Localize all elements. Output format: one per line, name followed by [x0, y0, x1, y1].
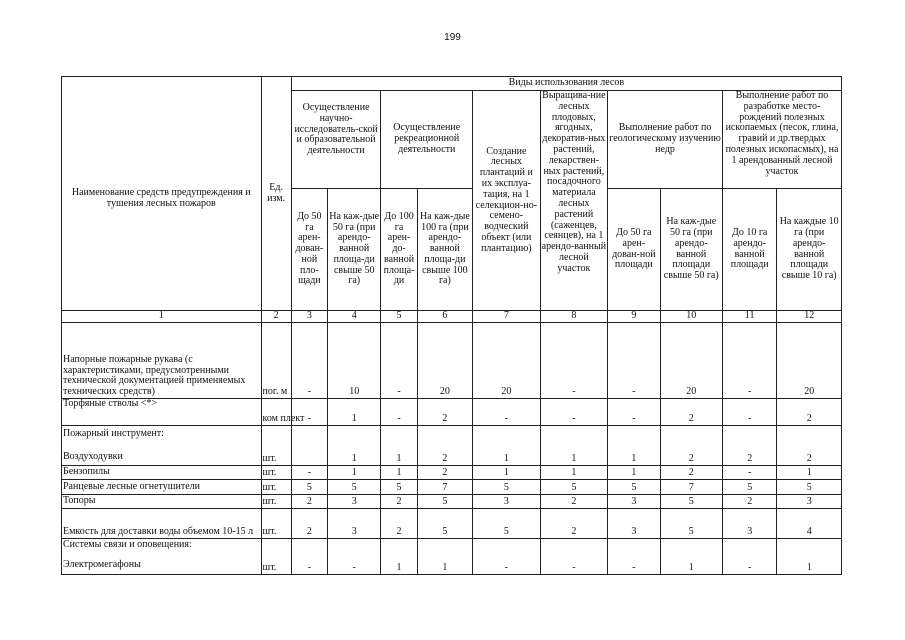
header-group-plantations: Создание лесных плантаций и их эксплуа-тация, на 1 селекцион-но-семено-водческий объект (или плантацию) — [473, 91, 541, 311]
cell-value: - — [291, 466, 327, 480]
column-numbers-row — [62, 311, 842, 323]
cell-value: - — [608, 399, 660, 426]
row-name: Ранцевые лесные огнетушители — [62, 480, 262, 495]
header-col-12: На каждые 10 га (при арендо-ванной площади свыше 10 га) — [777, 189, 842, 311]
norms-table — [61, 76, 842, 575]
cell-value: 3 — [328, 495, 381, 509]
cell-value: - — [540, 539, 608, 575]
cell-value: 2 — [660, 426, 722, 466]
cell-value: 2 — [417, 466, 472, 480]
cell-value: 10 — [328, 323, 381, 399]
cell-value: 7 — [660, 480, 722, 495]
cell-value: 3 — [608, 509, 660, 539]
cell-value: 2 — [417, 399, 472, 426]
column-number: 6 — [417, 311, 472, 323]
cell-value: - — [473, 399, 541, 426]
cell-value: 1 — [473, 466, 541, 480]
cell-value: 5 — [473, 480, 541, 495]
column-number: 9 — [608, 311, 660, 323]
cell-value: 5 — [381, 480, 417, 495]
cell-value: - — [328, 539, 381, 575]
table-row — [62, 509, 842, 539]
column-number: 3 — [291, 311, 327, 323]
row-name — [62, 426, 262, 466]
cell-value: - — [291, 399, 327, 426]
cell-value: 5 — [660, 509, 722, 539]
row-unit: шт. — [261, 509, 291, 539]
cell-value: 3 — [608, 495, 660, 509]
cell-value: 2 — [777, 426, 842, 466]
row-unit: шт. — [261, 426, 291, 466]
column-number: 4 — [328, 311, 381, 323]
cell-value: 20 — [417, 323, 472, 399]
cell-value: 5 — [291, 480, 327, 495]
cell-value: 5 — [608, 480, 660, 495]
cell-value: 1 — [660, 539, 722, 575]
cell-value: 2 — [540, 509, 608, 539]
table-row — [62, 466, 842, 480]
cell-value: - — [381, 323, 417, 399]
row-subname: Электромегафоны — [63, 559, 141, 570]
table-row — [62, 426, 842, 466]
cell-value: 3 — [777, 495, 842, 509]
cell-value: 4 — [777, 509, 842, 539]
cell-value: 1 — [608, 426, 660, 466]
cell-value: 2 — [722, 495, 776, 509]
row-name — [62, 539, 262, 575]
row-unit: шт. — [261, 480, 291, 495]
cell-value: - — [722, 399, 776, 426]
page-number: 199 — [444, 32, 461, 43]
header-col-5: До 100 га арен-до-ванной площа-ди — [381, 189, 417, 311]
row-unit: шт. — [261, 539, 291, 575]
cell-value: 1 — [777, 539, 842, 575]
row-name: Торфяные стволы <*> — [62, 399, 262, 426]
column-number: 5 — [381, 311, 417, 323]
cell-value: 1 — [381, 539, 417, 575]
header-group-cultivation: Выращива-ние лесных плодовых, ягодных, декоратив-ных растений, лекарствен-ных растений, посадочного материала лесных растений (саженцев, сеянцев), на 1 арендо-ванный лесной участок — [540, 91, 608, 311]
row-name: Емкость для доставки воды объемом 10-15 л — [62, 509, 262, 539]
cell-value: 5 — [722, 480, 776, 495]
column-number: 12 — [777, 311, 842, 323]
cell-value: 1 — [540, 426, 608, 466]
cell-value: 20 — [777, 323, 842, 399]
row-unit: ком плект — [261, 399, 291, 426]
header-group-science: Осуществление научно-исследователь-ской и образовательной деятельности — [291, 91, 381, 189]
cell-value: 3 — [722, 509, 776, 539]
column-number: 8 — [540, 311, 608, 323]
cell-value: 1 — [328, 466, 381, 480]
header-group-mining: Выполнение работ по разработке место-рождений полезных ископаемых (песок, глина, гравий и др.твердых полезных ископасмых), на 1 арендованный лесной участок — [722, 91, 841, 189]
table-row — [62, 480, 842, 495]
cell-value: 5 — [417, 509, 472, 539]
cell-value: 2 — [381, 509, 417, 539]
row-section-title: Пожарный инструмент: — [63, 428, 164, 439]
cell-value: 1 — [328, 399, 381, 426]
table-row — [62, 539, 842, 575]
cell-value: 1 — [473, 426, 541, 466]
row-name: Бензопилы — [62, 466, 262, 480]
row-unit: шт. — [261, 466, 291, 480]
cell-value: 2 — [540, 495, 608, 509]
table-row — [62, 399, 842, 426]
header-item-name: Наименование средств предупреждения и тушения лесных пожаров — [62, 77, 262, 311]
cell-value: 1 — [540, 466, 608, 480]
cell-value: 2 — [722, 426, 776, 466]
row-subname: Воздуходувки — [63, 451, 123, 462]
header-col-11: До 10 га арендо-ванной площади — [722, 189, 776, 311]
cell-value: - — [540, 323, 608, 399]
cell-value: - — [473, 539, 541, 575]
table-row — [62, 323, 842, 399]
cell-value: 5 — [540, 480, 608, 495]
cell-value: 5 — [328, 480, 381, 495]
cell-value: 2 — [291, 495, 327, 509]
column-number: 1 — [62, 311, 262, 323]
cell-value: 1 — [381, 466, 417, 480]
cell-value: 3 — [328, 509, 381, 539]
row-unit: пог. м — [261, 323, 291, 399]
row-section-title: Системы связи и оповещения: — [63, 539, 192, 550]
cell-value: 2 — [777, 399, 842, 426]
cell-value: 5 — [777, 480, 842, 495]
column-number: 7 — [473, 311, 541, 323]
cell-value: 2 — [417, 426, 472, 466]
header-unit: Ед. изм. — [261, 77, 291, 311]
cell-value: 2 — [381, 495, 417, 509]
header-col-4: На каж-дые 50 га (при арендо-ванной площа-ди свыше 50 га) — [328, 189, 381, 311]
cell-value: - — [722, 466, 776, 480]
cell-value: 5 — [473, 509, 541, 539]
cell-value: - — [722, 323, 776, 399]
cell-value: - — [722, 539, 776, 575]
cell-value: - — [291, 323, 327, 399]
cell-value: 1 — [777, 466, 842, 480]
header-group-recreation: Осуществление рекреационной деятельности — [381, 91, 473, 189]
header-col-3: До 50 га арен-дован-ной пло-щади — [291, 189, 327, 311]
header-col-9: До 50 га арен-дован-ной площади — [608, 189, 660, 311]
cell-value: 5 — [660, 495, 722, 509]
cell-value: 1 — [417, 539, 472, 575]
table-row — [62, 495, 842, 509]
cell-value: 7 — [417, 480, 472, 495]
column-number: 2 — [261, 311, 291, 323]
header-col-10: На каж-дые 50 га (при арендо-ванной площади свыше 50 га) — [660, 189, 722, 311]
column-number: 10 — [660, 311, 722, 323]
cell-value: 5 — [417, 495, 472, 509]
cell-value: 1 — [381, 426, 417, 466]
cell-value: 2 — [660, 466, 722, 480]
row-unit: шт. — [261, 495, 291, 509]
header-group-title: Виды использования лесов — [291, 77, 841, 91]
cell-value: - — [540, 399, 608, 426]
row-name: Топоры — [62, 495, 262, 509]
cell-value: - — [608, 539, 660, 575]
cell-value: 20 — [660, 323, 722, 399]
cell-value: - — [608, 323, 660, 399]
cell-value: 3 — [473, 495, 541, 509]
cell-value: - — [291, 539, 327, 575]
cell-value: 2 — [660, 399, 722, 426]
row-name: Напорные пожарные рукава (с характеристиками, предусмотренными технической документацией применяемых технических средств) — [62, 323, 262, 399]
cell-value: - — [381, 399, 417, 426]
cell-value: 2 — [291, 509, 327, 539]
cell-value: 1 — [608, 466, 660, 480]
cell-value: 1 — [328, 426, 381, 466]
header-group-geology: Выполнение работ по геологическому изучению недр — [608, 91, 723, 189]
column-number: 11 — [722, 311, 776, 323]
header-col-6: На каж-дые 100 га (при арендо-ванной площа-ди свыше 100 га) — [417, 189, 472, 311]
cell-value — [291, 426, 327, 466]
cell-value: 20 — [473, 323, 541, 399]
